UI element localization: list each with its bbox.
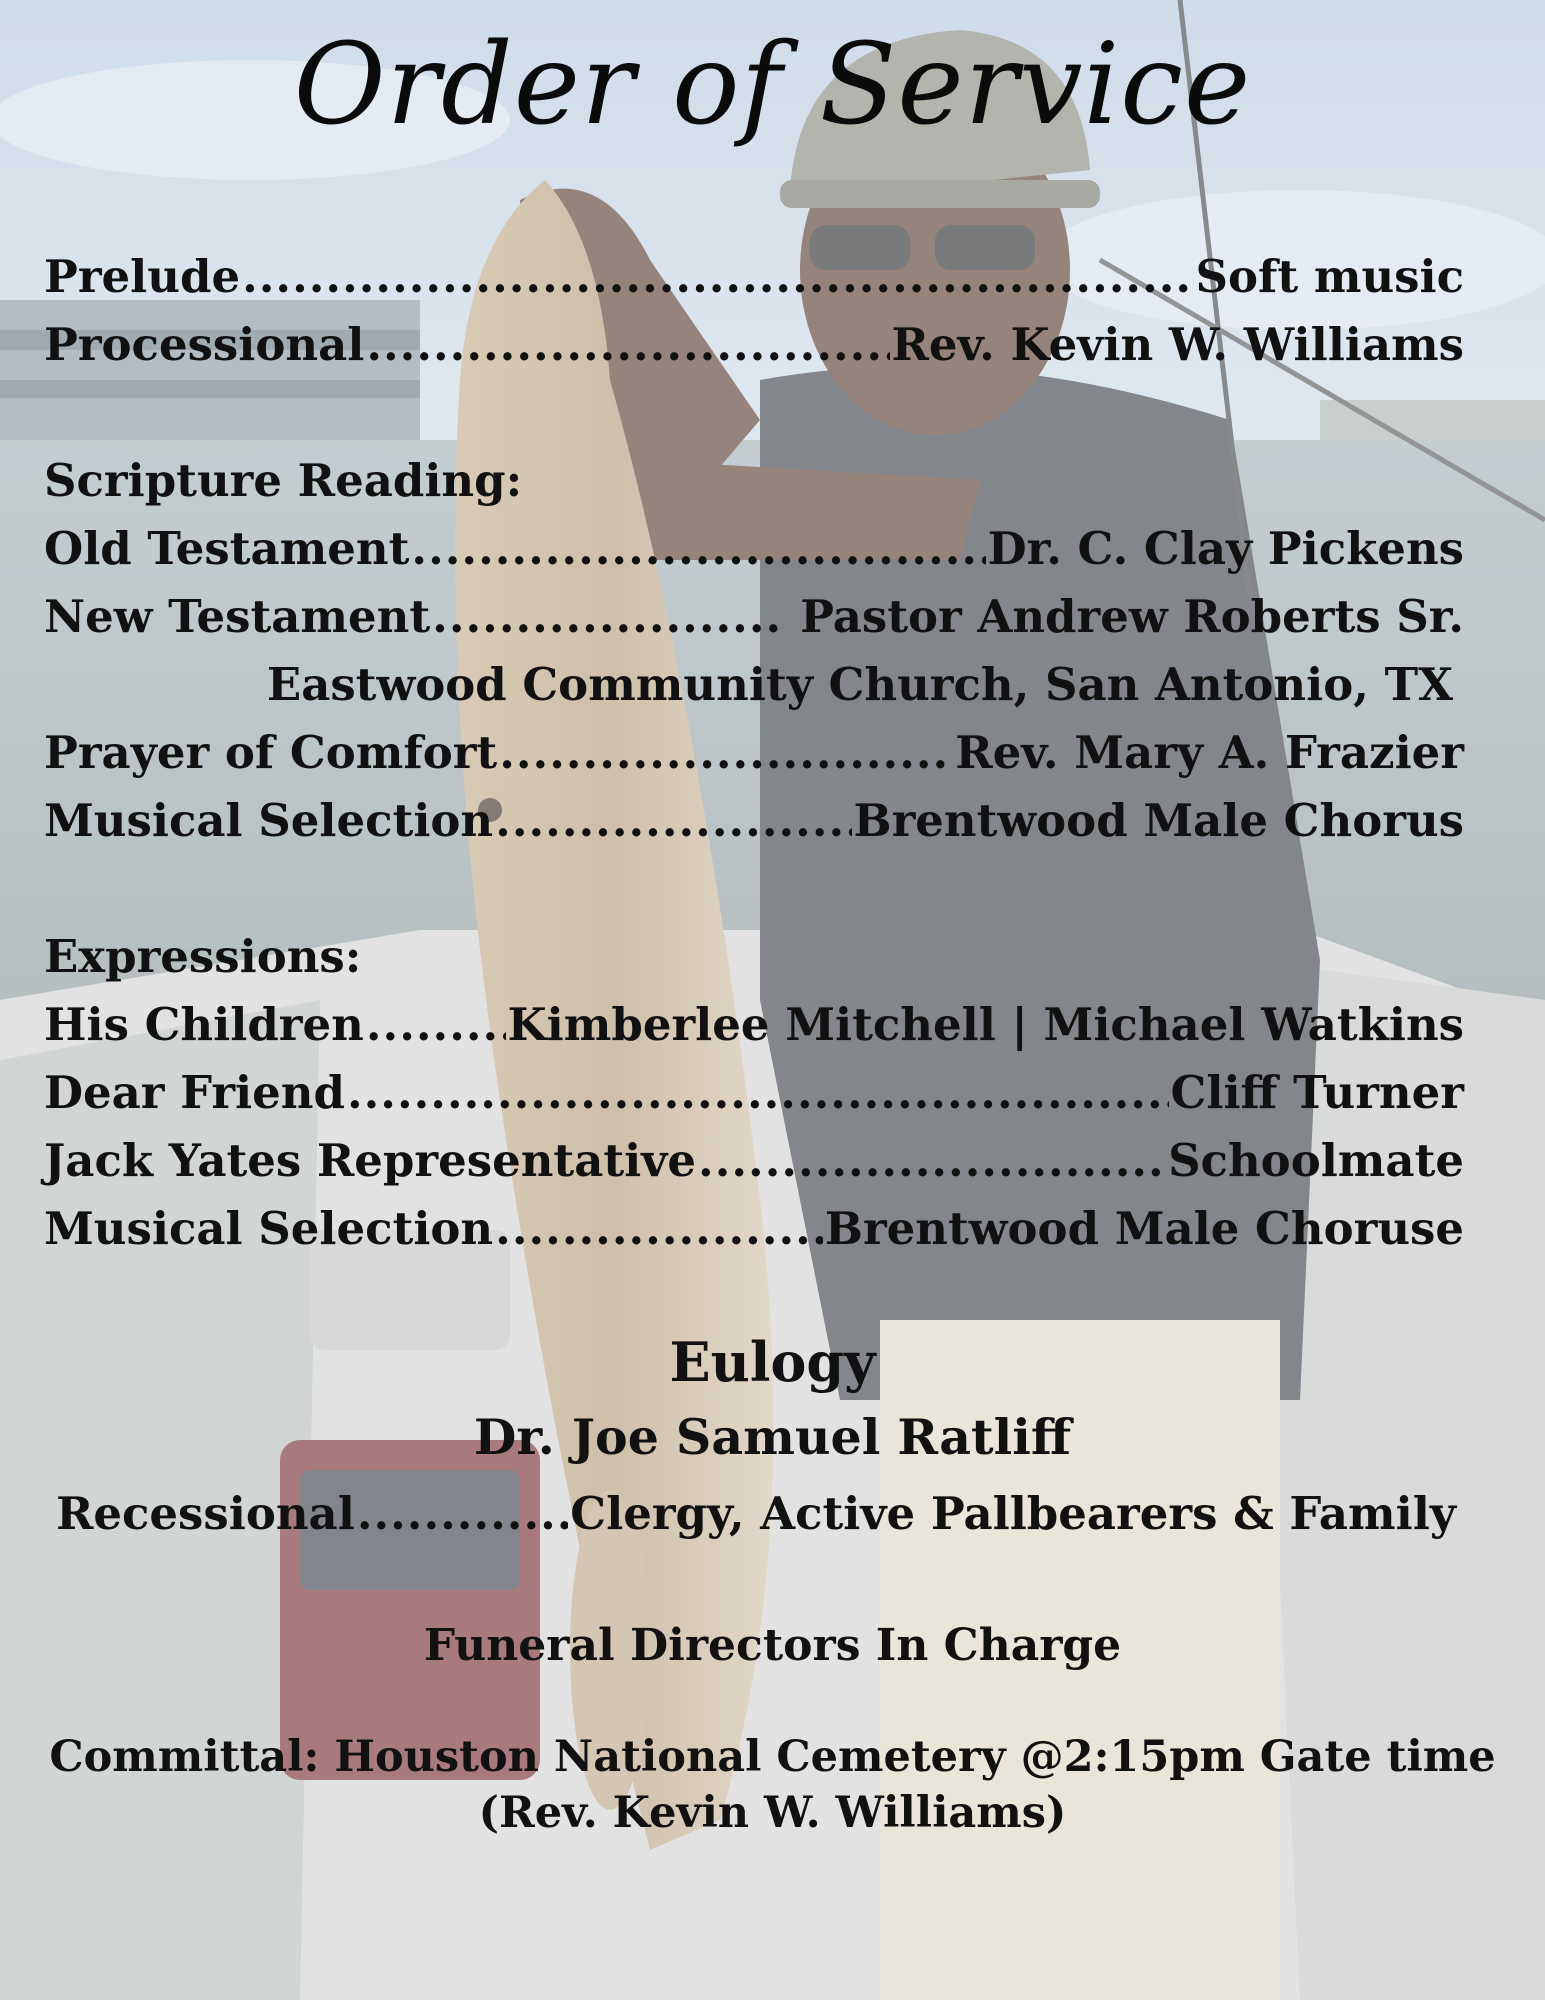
program-row-processional (44, 318, 1464, 374)
scripture-heading: Scripture Reading: (44, 454, 523, 507)
dot-leader (357, 1487, 568, 1540)
program-value: Rev. Kevin W. Williams (891, 318, 1464, 371)
program-value: Cliff Turner (1170, 1066, 1464, 1119)
program-value: Schoolmate (1168, 1134, 1464, 1187)
program-label: Dear Friend (44, 1066, 345, 1119)
program-label: New Testament (44, 590, 431, 643)
program-value: Brentwood Male Choruse (824, 1202, 1464, 1255)
eulogy-heading: Eulogy (669, 1330, 876, 1394)
expressions-heading: Expressions: (44, 930, 362, 983)
dot-leader (366, 998, 506, 1051)
program-label: Recessional (56, 1487, 355, 1540)
eulogy-speaker: Dr. Joe Samuel Ratliff (473, 1408, 1072, 1466)
program-value: Clergy, Active Pallbearers & Family (570, 1487, 1456, 1540)
program-row-jack-yates (44, 1134, 1464, 1190)
dot-leader (411, 522, 985, 575)
dot-leader (432, 590, 782, 643)
program-label: Jack Yates Representative (44, 1134, 697, 1187)
program-row-dear-friend (44, 1066, 1464, 1122)
program-row-recessional (56, 1487, 1456, 1543)
dot-leader (242, 250, 1193, 303)
program-row-musical-selection (44, 794, 1464, 850)
program-value: Brentwood Male Chorus (853, 794, 1464, 847)
program-row-old-testament (44, 522, 1464, 578)
funeral-directors-line: Funeral Directors In Charge (423, 1620, 1122, 1671)
program-value: Dr. C. Clay Pickens (987, 522, 1464, 575)
dot-leader (347, 1066, 1169, 1119)
program-label: Prelude (44, 250, 241, 303)
program-row-musical-selection-2 (44, 1202, 1464, 1258)
committal-line: Committal: Houston National Cemetery @2:15pm Gate time (49, 1732, 1496, 1782)
program-row-new-testament (44, 590, 1464, 646)
church-affiliation: Eastwood Community Church, San Antonio, TX (266, 658, 1453, 711)
dot-leader (366, 318, 889, 371)
dot-leader (698, 1134, 1166, 1187)
program-label: Old Testament (44, 522, 410, 575)
program-value: Pastor Andrew Roberts Sr. (784, 590, 1464, 643)
program-label: Musical Selection (44, 1202, 494, 1255)
program-value: Kimberlee Mitchell | Michael Watkins (507, 998, 1464, 1051)
dot-leader (499, 726, 953, 779)
committal-officiant: (Rev. Kevin W. Williams) (478, 1788, 1067, 1838)
dot-leader (495, 1202, 823, 1255)
program-label: Processional (44, 318, 365, 371)
page-title: Order of Service (293, 20, 1252, 150)
program-value: Soft music (1195, 250, 1464, 303)
program-label: Musical Selection (44, 794, 494, 847)
dot-leader (495, 794, 851, 847)
program-value: Rev. Mary A. Frazier (955, 726, 1464, 779)
program-row-his-children (44, 998, 1464, 1054)
program-row-prelude (44, 250, 1464, 306)
program-label: His Children (44, 998, 364, 1051)
program-row-prayer-of-comfort (44, 726, 1464, 782)
program-label: Prayer of Comfort (44, 726, 498, 779)
